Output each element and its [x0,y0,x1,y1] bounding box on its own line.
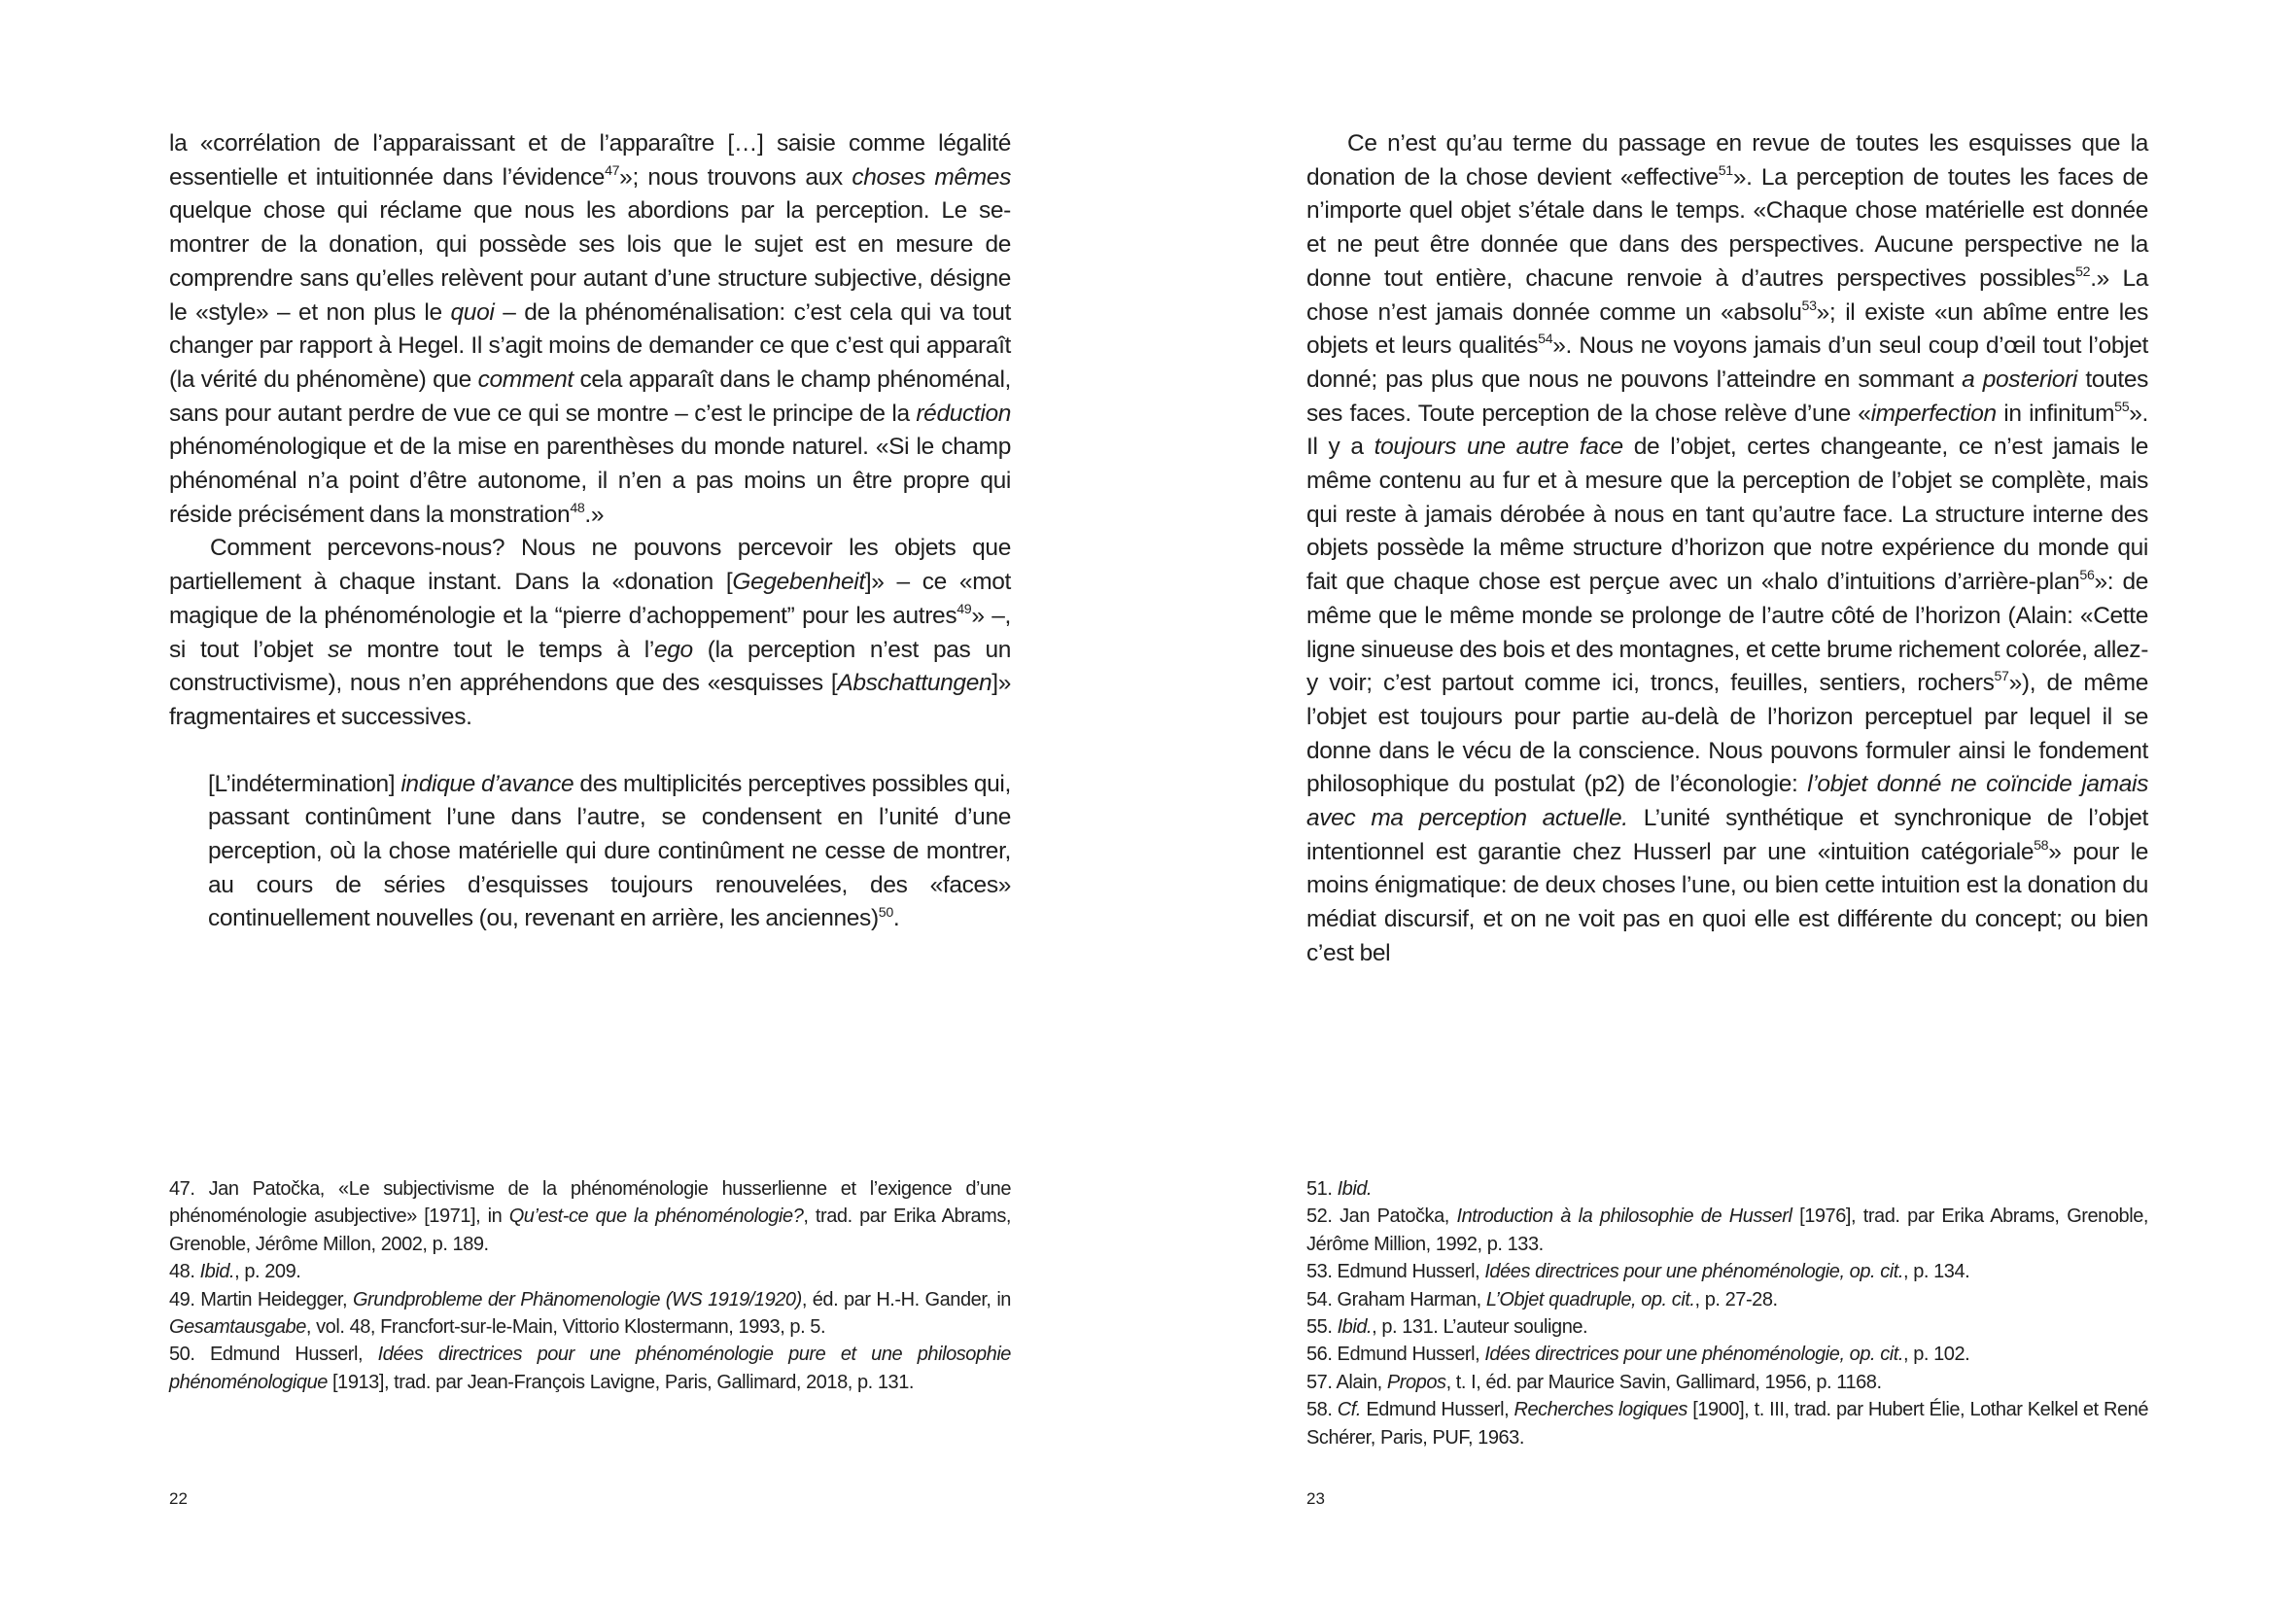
right-page [1148,0,2296,1607]
footnote: 58. Cf. Edmund Husserl, Recherches logiques [1900], t. III, trad. par Hubert Élie, Lothar Kelkel et René Schérer, Paris, PUF, 1963. [1306,1399,2148,1449]
page-number: 22 [169,1489,188,1508]
left-body-text [169,127,1011,936]
block-quote: [L’indétermination] indique d’avance des multiplicités perceptives possibles qui, passant continûment l’une dans l’autre, se condensent en l’unité d’une perception, où la chose matérielle qui dure continûment ne cesse de montrer, au cours de séries d’esquisses toujours renouvelées, des «faces» continuellement nouvelles (ou, revenant en arrière, les anciennes)$^{50}$. [208,770,1011,932]
footnote: 49. Martin Heidegger, Grundprobleme der Phänomenologie (WS 1919/1920), éd. par H.-H. Gander, in Gesamtausgabe, vol. 48, Francfort-sur-le-Main, Vittorio Klostermann, 1993, p. 5. [169,1288,1011,1339]
italic-text: Idées directrices pour une phénoménologie, op. cit. [1484,1261,1903,1283]
footnote-ref: 56 [2079,568,2095,584]
footnote-ref: 51 [1718,162,1733,179]
italic-text: Idées directrices pour une phénoménologie, op. cit. [1484,1344,1903,1366]
footnote-ref: 53 [1801,297,1817,314]
italic-text: Cf. [1337,1399,1361,1421]
italic-text: ego [653,636,693,663]
right-footnotes [1306,1175,2148,1451]
footnote: 50. Edmund Husserl, Idées directrices pour une phénoménologie pure et une philosophie phénoménologique [1913], trad. par Jean-François Lavigne, Paris, Gallimard, 2018, p. 131. [169,1344,1011,1393]
footnote: 47. Jan Patočka, «Le subjectivisme de la phénoménologie husserlienne et l’exigence d’une phénoménologie asubjective» [1971], in Qu’est-ce que la phénoménologie?, trad. par Erika Abrams, Grenoble, Jérôme Millon, 2002, p. 189. [169,1178,1011,1255]
italic-text: Idées directrices pour une phénoménologie pure et une philosophie phénoménologique [169,1344,1011,1393]
paragraph: Comment percevons-nous? Nous ne pouvons percevoir les objets que partiellement à chaque instant. Dans la «donation [Gegebenheit]» – ce «mot magique de la phénoménologie et la “pierre d’achoppement” pour les autres$^{49}$» –, si tout l’objet se montre tout le temps à l’ego (la perception n’est pas un constructivisme), nous n’en appréhendons que des «esquisses [Abschattungen]» fragmentaires et successives. [169,535,1011,730]
footnote: 53. Edmund Husserl, Idées directrices pour une phénoménologie, op. cit., p. 134. [1306,1261,1970,1283]
italic-text: réduction [916,400,1011,427]
footnote-ref: 47 [605,162,620,179]
footnote: 57. Alain, Propos, t. I, éd. par Maurice Savin, Gallimard, 1956, p. 1168. [1306,1371,1882,1393]
italic-text: imperfection [1870,400,1997,427]
italic-text: Recherches logiques [1513,1399,1687,1421]
italic-text: Abschattungen [837,670,992,697]
italic-text: Propos [1386,1371,1446,1393]
footnote-ref: 54 [1538,332,1553,348]
italic-text: toujours une autre face [1374,434,1623,461]
italic-text: Ibid. [199,1261,235,1283]
italic-text: Ibid. [1337,1178,1373,1200]
italic-text: Qu’est-ce que la phénoménologie? [508,1205,804,1228]
paragraph: Ce n’est qu’au terme du passage en revue de toutes les esquisses que la donation de la chose devient «effective$^{51}$». La perception de toutes les faces de n’importe quel objet s’étale dans le temps. «Chaque chose matérielle est donnée et ne peut être donnée que dans des perspectives. Aucune perspective ne la donne tout entière, chacune renvoie à d’autres perspectives possibles$^{52}$.» La chose n’est jamais donnée comme un «absolu$^{53}$»; il existe «un abîme entre les objets et leurs qualités$^{54}$». Nous ne voyons jamais d’un seul coup d’œil tout l’objet donné; pas plus que nous ne pouvons l’atteindre en sommant a posteriori toutes ses faces. Toute perception de la chose relève d’une «imperfection in infinitum$^{55}$». Il y a toujours une autre face de l’objet, certes changeante, ce n’est jamais le même contenu au fur et à mesure que la perception de l’objet se complète, mais qui reste à jamais dérobée à nous en tant qu’autre face. La structure interne des objets possède la même structure d’horizon que notre expérience du monde qui fait que chaque chose est perçue avec un «halo d’intuitions d’arrière-plan$^{56}$»: de même que le même monde se prolonge de l’autre côté de l’horizon (Alain: «Cette ligne sinueuse des bois et des montagnes, et cette brume richement colorée, allez-y voir; c’est partout comme ici, troncs, feuilles, sentiers, rochers$^{57}$»), de même l’objet est toujours pour partie au-delà de l’horizon perceptuel par lequel il se donne dans le vécu de la conscience. Nous pouvons formuler ainsi le fondement philosophique du postulat (p2) de l’éconologie: l’objet donné ne coïncide jamais avec ma perception actuelle. L’unité synthétique et synchronique de l’objet intentionnel est garantie chez Husserl par une «intuition catégoriale$^{58}$» pour le moins énigmatique: de deux choses l’une, ou bien cette intuition est la donation du médiat discursif, et on ne voit pas en quoi elle est différente du concept; ou bien c’est bel [1306,130,2149,966]
footnote: 51. Ibid. [1306,1178,1373,1200]
footnote-ref: 48 [570,500,585,516]
footnote: 48. Ibid., p. 209. [169,1261,301,1283]
footnote: 56. Edmund Husserl, Idées directrices pour une phénoménologie, op. cit., p. 102. [1306,1344,1970,1366]
italic-text: Grundprobleme der Phänomenologie (WS 1919/1920) [352,1288,802,1310]
footnote-ref: 58 [2034,837,2049,854]
right-body-text [1306,127,2148,971]
italic-text: indique d’avance [400,770,574,797]
page-number: 23 [1306,1489,1325,1508]
footnote-ref: 50 [878,904,893,921]
footnote-ref: 49 [957,601,972,617]
footnote: 52. Jan Patočka, Introduction à la philosophie de Husserl [1976], trad. par Erika Abrams, Grenoble, Jérôme Million, 1992, p. 133. [1306,1205,2148,1255]
italic-text: choses mêmes [852,163,1011,191]
italic-text: se [328,636,353,663]
footnote-ref: 52 [2075,263,2091,280]
left-footnotes [169,1175,1011,1396]
footnote-ref: 57 [1994,669,2009,685]
italic-text: L’Objet quadruple, op. cit. [1485,1288,1695,1310]
footnote: 54. Graham Harman, L’Objet quadruple, op. cit., p. 27-28. [1306,1288,1778,1310]
italic-text: quoi [450,298,495,326]
footnote-ref: 55 [2114,399,2130,415]
italic-text: l’objet donné ne coïncide jamais avec ma perception actuelle. [1306,771,2148,832]
italic-text: Introduction à la philosophie de Husserl [1456,1205,1792,1228]
paragraph: la «corrélation de l’apparaissant et de l’apparaître […] saisie comme légalité essentielle et intuitionnée dans l’évidence$^{47}$»; nous trouvons aux choses mêmes quelque chose qui réclame que nous les abordions par la perception. Le se-montrer de la donation, qui possède ses lois que le sujet est en mesure de comprendre sans qu’elles relèvent pour autant d’une structure subjective, désigne le «style» – et non plus le quoi – de la phénoménalisation: c’est cela qui va tout changer par rapport à Hegel. Il s’agit moins de demander ce que c’est qui apparaît (la vérité du phénomène) que comment cela apparaît dans le champ phénoménal, sans pour autant perdre de vue ce qui se montre – c’est le principe de la réduction phénoménologique et de la mise en parenthèses du monde naturel. «Si le champ phénoménal n’a point d’être autonome, il n’en a pas moins un être propre qui réside précisément dans la monstration$^{48}$.» [169,130,1012,528]
italic-text: comment [477,366,574,393]
italic-text: Gegebenheit [732,569,865,596]
footnote: 55. Ibid., p. 131. L’auteur souligne. [1306,1316,1588,1339]
italic-text: Gesamtausgabe [169,1316,306,1339]
italic-text: a posteriori [1962,366,2077,393]
italic-text: Ibid. [1337,1316,1373,1339]
